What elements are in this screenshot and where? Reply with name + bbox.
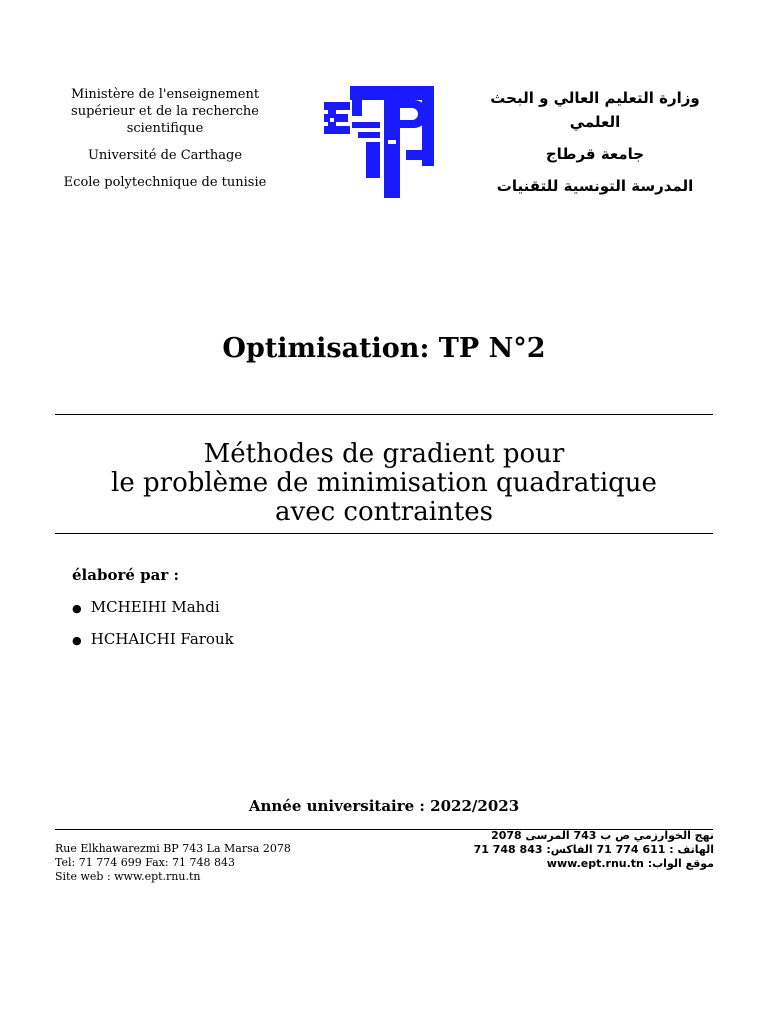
university-name-ar: جامعة قرطاج bbox=[545, 145, 645, 163]
footer-contact-ar bbox=[474, 829, 714, 871]
list-item bbox=[72, 598, 234, 616]
ept-logo bbox=[322, 80, 440, 198]
footer-address-fr: Rue Elkhawarezmi BP 743 La Marsa 2078 bbox=[55, 842, 291, 855]
footer-site-fr: Site web : www.ept.rnu.tn bbox=[55, 870, 201, 883]
footer-site-ar: موقع الواب: www.ept.rnu.tn bbox=[546, 857, 714, 870]
school-name-ar: المدرسة التونسية للتقنيات bbox=[496, 177, 694, 195]
footer-phone-ar: الهاتف : 611 774 71 الفاكس: 843 748 71 bbox=[473, 843, 714, 856]
document-title: Optimisation: TP N°2 bbox=[222, 333, 546, 364]
bullet-icon: ● bbox=[72, 601, 82, 615]
subtitle-line-1: Méthodes de gradient pour bbox=[203, 439, 565, 469]
header-right-institution bbox=[470, 86, 720, 206]
bullet-icon: ● bbox=[72, 633, 82, 647]
ministry-name-ar: وزارة التعليم العالي و البحث العلمي bbox=[490, 89, 700, 131]
footer-contact-fr bbox=[55, 842, 291, 884]
list-item bbox=[72, 630, 234, 648]
authors-section bbox=[72, 566, 234, 662]
ministry-name-fr: Ministère de l'enseignement supérieur et de la recherche scientifique bbox=[70, 87, 260, 136]
authors-list bbox=[72, 598, 234, 648]
footer-address-ar: نهج الخوارزمي ص ب 743 المرسى 2078 bbox=[491, 829, 714, 842]
title-bottom-rule bbox=[55, 533, 713, 534]
authors-label: élaboré par : bbox=[72, 566, 179, 584]
author-name: HCHAICHI Farouk bbox=[90, 630, 234, 648]
academic-year: Année universitaire : 2022/2023 bbox=[248, 797, 520, 815]
school-name-fr: Ecole polytechnique de tunisie bbox=[63, 175, 267, 190]
author-name: MCHEIHI Mahdi bbox=[90, 598, 220, 616]
subtitle-line-2: le problème de minimisation quadratique bbox=[111, 468, 657, 498]
footer-phone-fr: Tel: 71 774 699 Fax: 71 748 843 bbox=[55, 856, 236, 869]
subtitle-line-3: avec contraintes bbox=[275, 497, 493, 527]
title-top-rule bbox=[55, 414, 713, 415]
header-left-institution bbox=[40, 86, 290, 201]
ept-logo-icon bbox=[322, 80, 440, 198]
university-name-fr: Université de Carthage bbox=[87, 148, 243, 163]
document-subtitle bbox=[0, 440, 768, 527]
